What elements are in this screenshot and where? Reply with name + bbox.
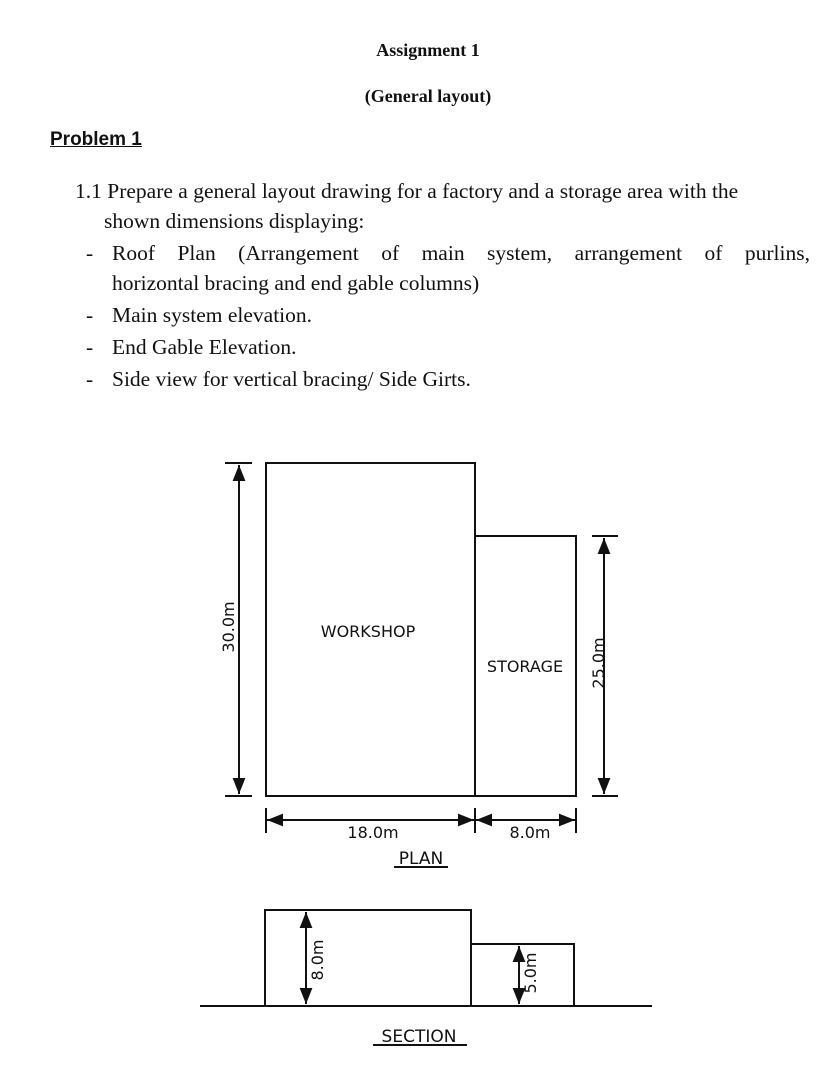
bullet-roof-plan-line1: Roof Plan (Arrangement of main system, arrangement of purlins, [112,241,810,265]
bullet-side-view: Side view for vertical bracing/ Side Girts. [112,367,471,391]
plan-title: PLAN [398,849,444,869]
bullet-marker: - [86,335,94,359]
assignment-subtitle: (General layout) [364,86,492,106]
bullet-roof-plan-line2: horizontal bracing and end gable columns) [112,271,480,295]
workshop-width-label: 18.0m [347,823,399,842]
bullet-end-gable: End Gable Elevation. [112,335,297,359]
problem-heading: Problem 1 [50,129,142,150]
workshop-height-label: 8.0m [308,939,327,981]
storage-height-label: 5.0m [521,952,540,994]
task-intro-line1: 1.1 Prepare a general layout drawing for a factory and a storage area with the [75,179,739,203]
storage-label: STORAGE [486,657,564,676]
section-title: SECTION [381,1027,457,1047]
workshop-section-outline [265,910,471,1006]
storage-length-label: 25.0m [589,637,608,689]
bullet-marker: - [86,367,94,391]
workshop-length-label: 30.0m [219,601,238,653]
task-intro-line2: shown dimensions displaying: [104,209,365,233]
bullet-marker: - [86,241,94,265]
bullet-main-system: Main system elevation. [112,303,313,327]
workshop-label: WORKSHOP [320,622,416,641]
assignment-title: Assignment 1 [376,40,480,60]
storage-width-label: 8.0m [509,823,551,842]
bullet-marker: - [86,303,94,327]
